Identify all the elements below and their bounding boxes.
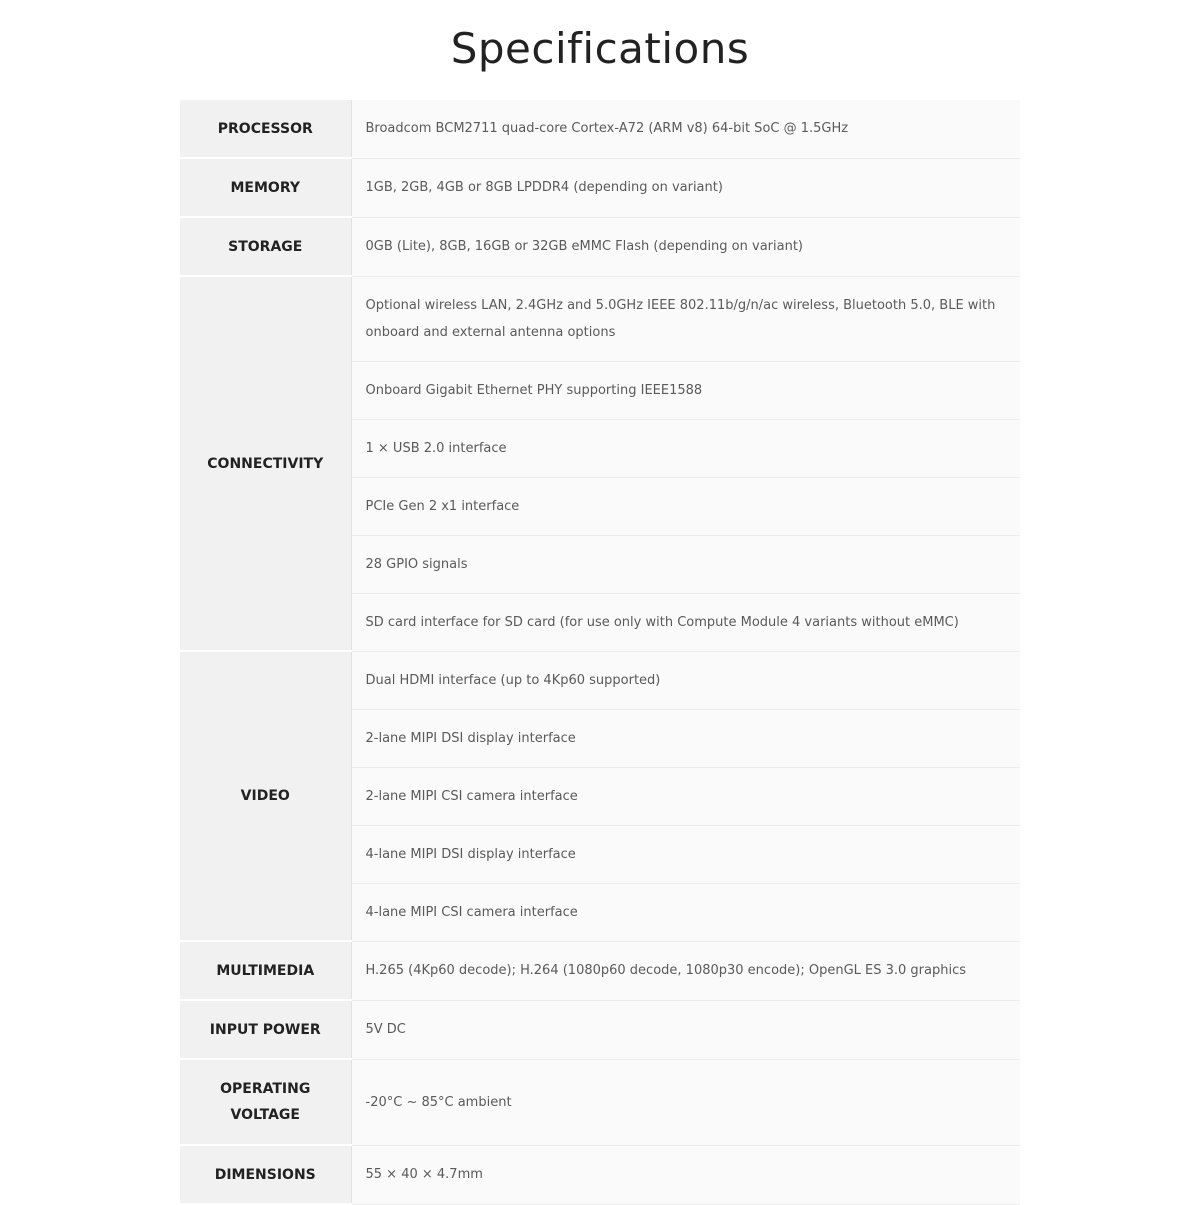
spec-label-multimedia: MULTIMEDIA <box>180 941 351 1000</box>
spec-label-processor: PROCESSOR <box>180 100 351 158</box>
spec-value: 0GB (Lite), 8GB, 16GB or 32GB eMMC Flash (depending on variant) <box>351 217 1020 276</box>
spec-value: 5V DC <box>351 1000 1020 1059</box>
spec-row-input-power <box>180 1000 1020 1059</box>
spec-value: 28 GPIO signals <box>351 535 1020 593</box>
spec-label-video: VIDEO <box>180 651 351 941</box>
spec-label-input-power: INPUT POWER <box>180 1000 351 1059</box>
spec-row-processor <box>180 100 1020 158</box>
spec-value: 1 × USB 2.0 interface <box>351 419 1020 477</box>
spec-label-connectivity: CONNECTIVITY <box>180 276 351 651</box>
spec-value: 4-lane MIPI DSI display interface <box>351 825 1020 883</box>
spec-value: 2-lane MIPI CSI camera interface <box>351 767 1020 825</box>
spec-label-operating-voltage: OPERATING VOLTAGE <box>180 1059 351 1145</box>
spec-row-storage <box>180 217 1020 276</box>
specifications-table <box>180 100 1020 1205</box>
spec-value: Broadcom BCM2711 quad-core Cortex-A72 (ARM v8) 64-bit SoC @ 1.5GHz <box>351 100 1020 158</box>
spec-value: Dual HDMI interface (up to 4Kp60 supported) <box>351 651 1020 709</box>
spec-value: Onboard Gigabit Ethernet PHY supporting IEEE1588 <box>351 361 1020 419</box>
spec-row-memory <box>180 158 1020 217</box>
spec-row-connectivity <box>180 276 1020 361</box>
spec-value: SD card interface for SD card (for use only with Compute Module 4 variants without eMMC) <box>351 593 1020 651</box>
spec-row-multimedia <box>180 941 1020 1000</box>
spec-value: Optional wireless LAN, 2.4GHz and 5.0GHz IEEE 802.11b/g/n/ac wireless, Bluetooth 5.0, BLE with onboard and external antenna options <box>351 276 1020 361</box>
spec-row-dimensions <box>180 1145 1020 1204</box>
spec-label-memory: MEMORY <box>180 158 351 217</box>
spec-label-storage: STORAGE <box>180 217 351 276</box>
spec-value: H.265 (4Kp60 decode); H.264 (1080p60 decode, 1080p30 encode); OpenGL ES 3.0 graphics <box>351 941 1020 1000</box>
spec-value: 1GB, 2GB, 4GB or 8GB LPDDR4 (depending on variant) <box>351 158 1020 217</box>
spec-value: 55 × 40 × 4.7mm <box>351 1145 1020 1204</box>
spec-value: -20°C ~ 85°C ambient <box>351 1059 1020 1145</box>
spec-row-video <box>180 651 1020 709</box>
spec-label-dimensions: DIMENSIONS <box>180 1145 351 1204</box>
page-title: Specifications <box>450 24 750 73</box>
spec-value: 2-lane MIPI DSI display interface <box>351 709 1020 767</box>
spec-row-operating-voltage <box>180 1059 1020 1145</box>
spec-value: 4-lane MIPI CSI camera interface <box>351 883 1020 941</box>
spec-value: PCIe Gen 2 x1 interface <box>351 477 1020 535</box>
